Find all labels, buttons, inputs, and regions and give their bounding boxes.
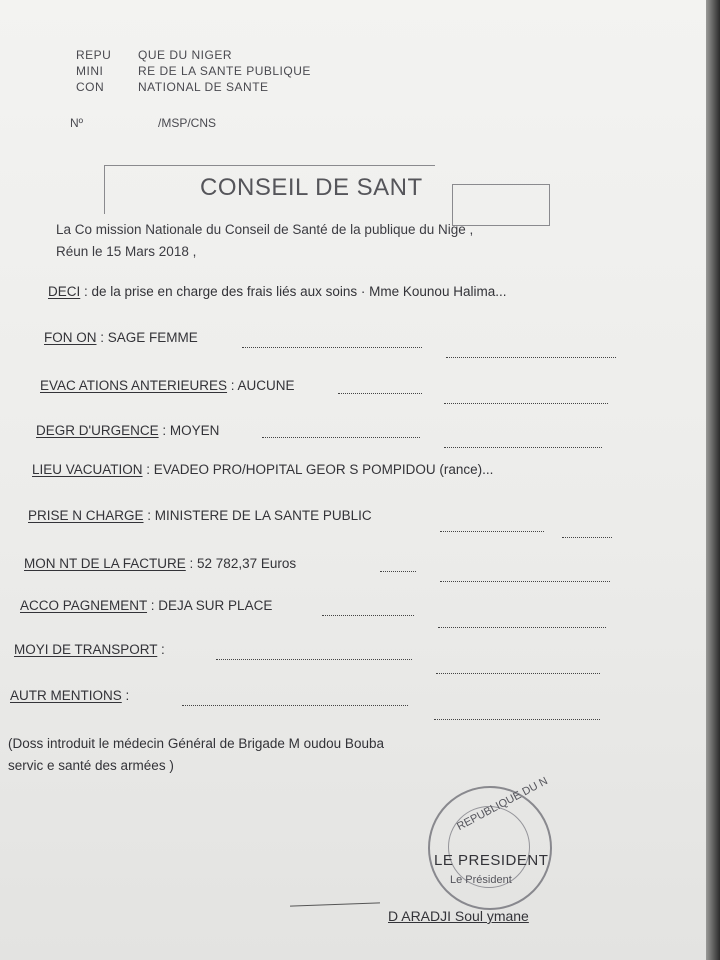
dotted-line — [322, 614, 414, 616]
row-moyen-transport: MOYI DE TRANSPORT : — [14, 642, 165, 657]
dotted-line — [438, 626, 606, 628]
dotted-line — [562, 536, 612, 538]
stamp-text-inner: Le Président — [450, 874, 512, 886]
dotted-line — [242, 346, 422, 348]
dotted-line — [182, 704, 408, 706]
dotted-line — [338, 392, 422, 394]
dotted-line — [216, 658, 412, 660]
dotted-line — [380, 570, 416, 572]
row-montant-facture: MON NT DE LA FACTURE : 52 782,37 Euros — [24, 556, 297, 571]
page-edge-shadow — [706, 0, 720, 960]
header-line-republic: REPU QUE DU NIGER — [76, 48, 233, 62]
header-line-ministry: MINI RE DE LA SANTE PUBLIQUE — [76, 64, 311, 78]
row-prise-en-charge: PRISE N CHARGE : MINISTERE DE LA SANTE PUBLIC — [28, 508, 372, 523]
signatory-role: LE PRESIDENT — [434, 852, 549, 869]
signature-stroke — [290, 902, 380, 906]
header-line-council: CON NATIONAL DE SANTE — [76, 80, 269, 94]
title-frame-right — [452, 184, 550, 226]
dotted-line — [436, 672, 600, 674]
intro-line-1: La Co mission Nationale du Conseil de Santé de la publique du Nige , — [56, 222, 474, 237]
stamp-text-top: REPUBLIQUE DU N — [455, 775, 550, 833]
row-lieu-evacuation: LIEU VACUATION : EVADEO PRO/HOPITAL GEOR S POMPIDOU (rance)... — [32, 462, 494, 477]
dotted-line — [440, 530, 544, 532]
dotted-line — [440, 580, 610, 582]
page-title: CONSEIL DE SANT — [200, 174, 423, 201]
row-autres-mentions: AUTR MENTIONS : — [10, 688, 130, 703]
dotted-line — [446, 356, 616, 358]
signatory-name: D ARADJI Soul ymane — [388, 908, 529, 924]
closing-line-1: (Doss introduit le médecin Général de Brigade M oudou Bouba — [8, 736, 384, 751]
intro-line-2: Réun le 15 Mars 2018 , — [56, 244, 197, 259]
dotted-line — [444, 446, 602, 448]
dotted-line — [444, 402, 608, 404]
row-fonction: FON ON : SAGE FEMME — [44, 330, 198, 345]
closing-line-2: servic e santé des armées ) — [8, 758, 174, 773]
dotted-line — [434, 718, 600, 720]
dotted-line — [262, 436, 420, 438]
reference-number: Nº /MSP/CNS — [70, 116, 217, 130]
row-accompagnement: ACCO PAGNEMENT : DEJA SUR PLACE — [20, 598, 273, 613]
row-decision: DECI : de la prise en charge des frais liés aux soins · Mme Kounou Halima... — [48, 284, 507, 299]
row-degre-urgence: DEGR D'URGENCE : MOYEN — [36, 423, 220, 438]
row-evacuations: EVAC ATIONS ANTERIEURES : AUCUNE — [40, 378, 295, 393]
